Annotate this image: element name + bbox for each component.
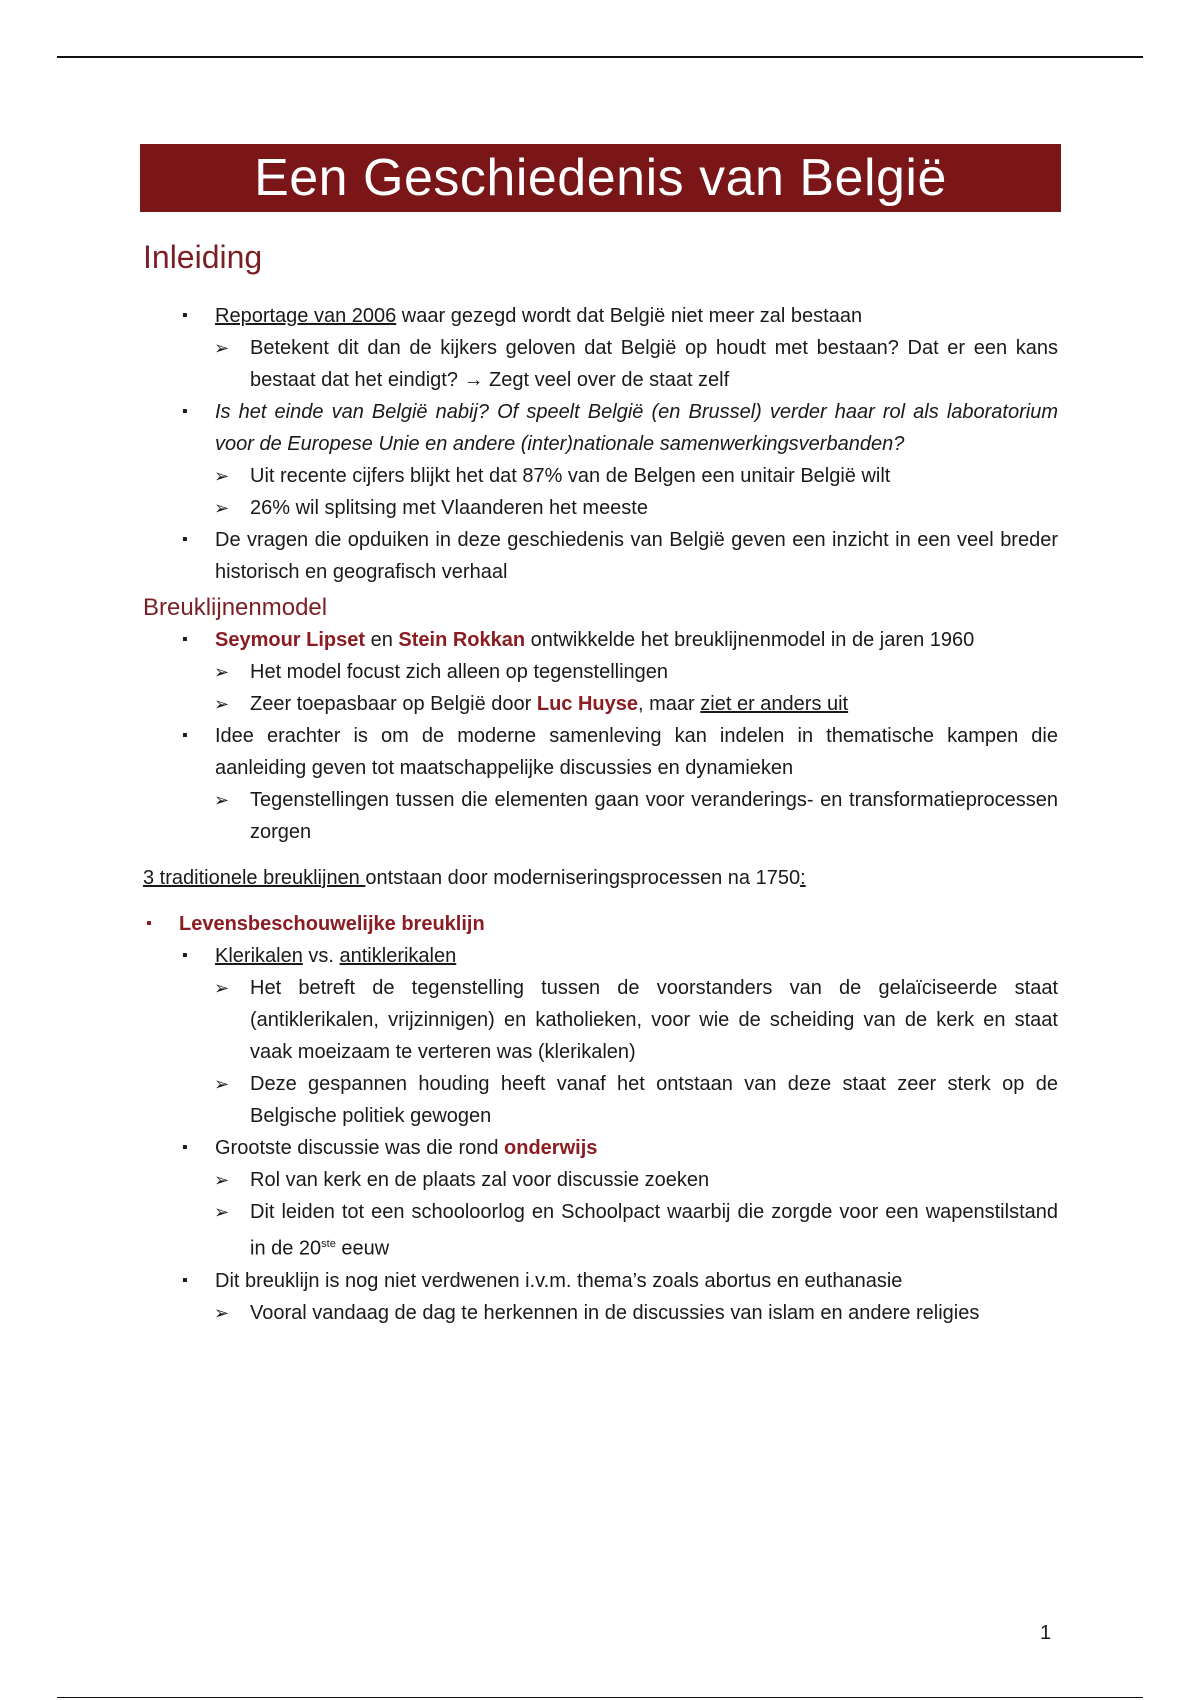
arrow-item: ➢ Rol van kerk en de plaats zal voor discussie zoeken (143, 1164, 1058, 1196)
square-bullet-icon: ▪ (182, 307, 188, 324)
footer-rule (57, 1697, 1143, 1698)
spacer (143, 848, 1058, 862)
bullet-item: ▪ Grootste discussie was die rond onderwijs (143, 1132, 1058, 1164)
arrow-bullet-icon: ➢ (214, 694, 230, 714)
bullet-item: ▪ Idee erachter is om de moderne samenleving kan indelen in thematische kampen die aanleiding geven tot maatschappelijke discussies en dynamieken (143, 720, 1058, 784)
square-bullet-icon: ▪ (182, 531, 188, 548)
arrow-bullet-icon: ➢ (214, 1170, 230, 1190)
square-bullet-icon: ▪ (182, 403, 188, 420)
arrow-item: ➢ Dit leiden tot een schooloorlog en Schoolpact waarbij die zorgde voor een wapenstilstand in de 20ste eeuw (143, 1196, 1058, 1265)
arrow-bullet-icon: ➢ (214, 466, 230, 486)
document-body (143, 236, 1058, 1329)
arrow-bullet-icon: ➢ (214, 978, 230, 998)
square-bullet-icon: ▪ (146, 915, 152, 932)
square-bullet-icon: ▪ (182, 631, 188, 648)
square-bullet-icon: ▪ (182, 1139, 188, 1156)
bullet-item: ▪ Klerikalen vs. antiklerikalen (143, 940, 1058, 972)
arrow-bullet-icon: ➢ (214, 662, 230, 682)
subheading-levensbeschouwelijk: ▪ Levensbeschouwelijke breuklijn (143, 908, 1058, 940)
bullet-item: ▪ Dit breuklijn is nog niet verdwenen i.v.m. thema’s zoals abortus en euthanasie (143, 1265, 1058, 1297)
arrow-item: ➢ Het betreft de tegenstelling tussen de voorstanders van de gelaïciseerde staat (antiklerikalen, vrijzinnigen) en katholieken, voor wie de scheiding van de kerk en staat vaak moeizaam te verteren was (klerikalen) (143, 972, 1058, 1068)
arrow-bullet-icon: ➢ (214, 790, 230, 810)
arrow-item: ➢ Het model focust zich alleen op tegenstellingen (143, 656, 1058, 688)
arrow-item: ➢ Vooral vandaag de dag te herkennen in de discussies van islam en andere religies (143, 1297, 1058, 1329)
bullet-item: ▪ Seymour Lipset en Stein Rokkan ontwikkelde het breuklijnenmodel in de jaren 1960 (143, 624, 1058, 656)
bullet-item: ▪ Reportage van 2006 waar gezegd wordt dat België niet meer zal bestaan (143, 300, 1058, 332)
arrow-item: ➢ Tegenstellingen tussen die elementen gaan voor veranderings- en transformatieprocessen zorgen (143, 784, 1058, 848)
square-bullet-icon: ▪ (182, 727, 188, 744)
arrow-bullet-icon: ➢ (214, 498, 230, 518)
header-rule (57, 56, 1143, 58)
heading-inleiding: Inleiding (143, 239, 263, 275)
page-title: Een Geschiedenis van België (140, 144, 1061, 212)
bullet-item: ▪ Is het einde van België nabij? Of speelt België (en Brussel) verder haar rol als laboratorium voor de Europese Unie en andere (inter)nationale samenwerkingsverbanden? (143, 396, 1058, 460)
heading-breuklijnenmodel: Breuklijnenmodel (143, 594, 328, 621)
square-bullet-icon: ▪ (182, 947, 188, 964)
arrow-bullet-icon: ➢ (214, 338, 230, 358)
arrow-item: ➢ Uit recente cijfers blijkt het dat 87% van de Belgen een unitair België wilt (143, 460, 1058, 492)
arrow-bullet-icon: ➢ (214, 1302, 230, 1323)
arrow-bullet-icon: ➢ (214, 1202, 230, 1222)
arrow-item: ➢ 26% wil splitsing met Vlaanderen het meeste (143, 492, 1058, 524)
arrow-item: ➢ Deze gespannen houding heeft vanaf het ontstaan van deze staat zeer sterk op de Belgische politiek gewogen (143, 1068, 1058, 1132)
arrow-bullet-icon: ➢ (214, 1074, 230, 1094)
page-number: 1 (1040, 1622, 1052, 1644)
traditional-cleavages-line: 3 traditionele breuklijnen ontstaan door moderniseringsprocessen na 1750: (143, 867, 806, 889)
arrow-item: ➢ Zeer toepasbaar op België door Luc Huyse, maar ziet er anders uit (143, 688, 1058, 720)
bullet-item: ▪ De vragen die opduiken in deze geschiedenis van België geven een inzicht in een veel breder historisch en geografisch verhaal (143, 524, 1058, 588)
spacer (143, 894, 1058, 908)
arrow-item: ➢ Betekent dit dan de kijkers geloven dat België op houdt met bestaan? Dat er een kans bestaat dat het eindigt? → Zegt veel over de staat zelf (143, 332, 1058, 396)
square-bullet-icon: ▪ (182, 1271, 188, 1289)
